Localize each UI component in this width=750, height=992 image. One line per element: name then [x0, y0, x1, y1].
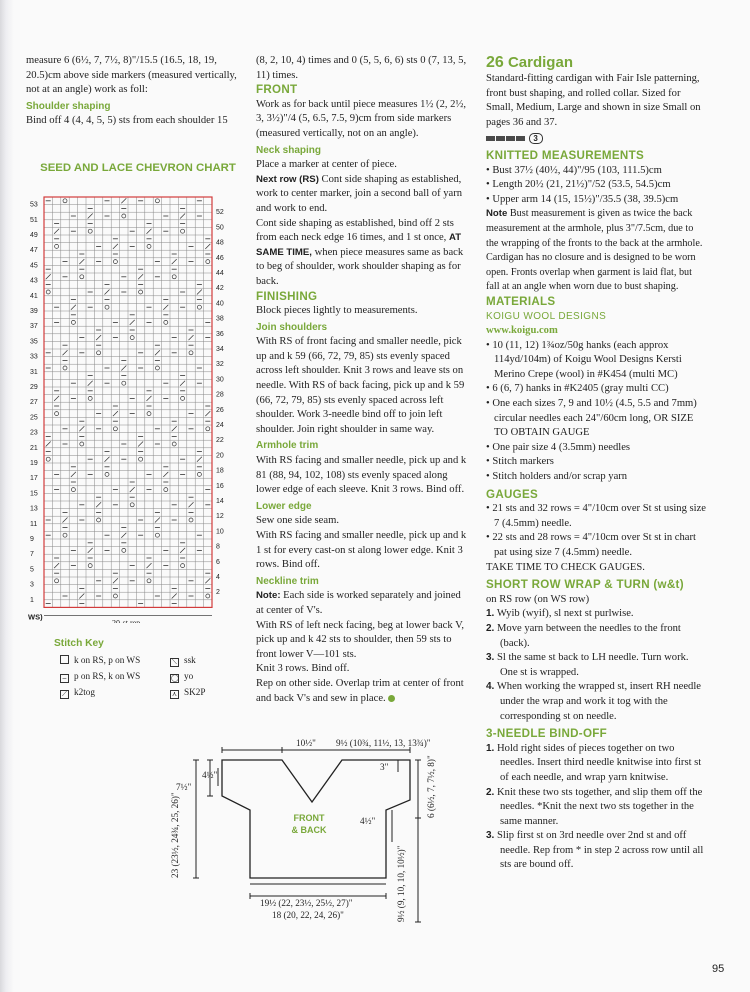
row-label-left: 45 [30, 262, 38, 270]
dim-hem-1: 19½ (22, 23½, 25½, 27)" [260, 898, 353, 908]
neckline-text-2: Knit 3 rows. Bind off. [256, 663, 350, 675]
lower-edge-heading: Lower edge [256, 500, 312, 512]
rep-label: 20-st rep [112, 618, 141, 623]
neckline-text-1: With RS of left neck facing, beg at lower back V, pick up and k 42 sts to shoulder, then 59 sts to front lower V—101 sts. [256, 619, 465, 660]
ssk-symbol-icon: ⟍ [170, 658, 179, 667]
row-label-left: 25 [30, 414, 38, 422]
finishing-text: Block pieces lightly to measurements. [256, 305, 418, 317]
row-label-left: 19 [30, 460, 38, 467]
at-same-time-label: AT SAME TIME, [256, 232, 462, 258]
dim-neck-depth: 3" [380, 762, 389, 772]
row-label-right: 6 [216, 558, 220, 566]
row-label-left: 23 [30, 429, 38, 437]
list-item: • Upper arm 14 (15, 15½)"/35.5 (38, 39.5)cm [486, 193, 679, 205]
row-label-left: 21 [30, 444, 38, 452]
row-label-right: 48 [216, 239, 224, 247]
knit-symbol-icon [60, 655, 69, 664]
list-item: • One pair size 4 (3.5mm) needles [486, 441, 631, 453]
neckline-text-3: Rep on other side. Overlap trim at center of front and back V's and sew in place. [256, 677, 464, 704]
join-shoulders-text: With RS of front facing and smaller needle, pick up and k 59 (66, 72, 79, 85) sts evenly spaced across left shoulder. Knit 3 rows and leave sts on needle. With RS of back facing, pick up and k 59 (66, 72, 79, 85) sts evenly spaced across left shoulder. Work 3-needle bind off to join left shoulder. Join right shoulder in same way. [256, 336, 465, 435]
dim-hem-2: 18 (20, 22, 24, 26)" [272, 910, 344, 920]
pattern-intro: Standard-fitting cardigan with Fair Isle patterning, front bust shaping, and rolled collar. Sized for Small, Medium, Large and shown in size Small on pages 36 and 37. [486, 73, 701, 128]
row-label-left: 5 [30, 566, 34, 574]
measurements-note: Note Bust measurement is given as twice the back measurement at the armhole, plus 3"/7.5cm, due to the wrapping of the fronts to the back at the armhole. Cardigan has no closure and is designed to be worn open. Fronts overlap when garment is laid flat, but fall at an angle when worn due to bust shaping. [486, 208, 703, 293]
shoulder-shaping-heading: Shoulder shaping [26, 100, 111, 112]
row-label-right: 32 [216, 361, 224, 369]
list-item: 3. Slip first st on 3rd needle over 2nd st and off needle. Rep from * in step 2 across row until all sts are bound off. [486, 830, 704, 871]
gauges-heading: GAUGES [486, 487, 539, 501]
row-label-left: 27 [30, 399, 38, 407]
schematic-diagram [160, 738, 460, 928]
column-right [486, 54, 708, 873]
list-item: • Stitch markers [486, 456, 554, 468]
list-item: 2. Knit these two sts together, and slip them off the needles. *Knit the next two sts together in the same manner. [486, 786, 703, 827]
list-item: 2. Move yarn between the needles to the front (back). [486, 622, 681, 649]
chart-grid [28, 193, 256, 623]
row-label-right: 28 [216, 391, 224, 399]
key-item-purl: – p on RS, k on WS [60, 670, 140, 683]
row-label-right: 4 [216, 574, 220, 581]
gauges-list [486, 502, 708, 560]
column-middle [256, 54, 470, 706]
armhole-trim-text: With RS facing and smaller needle, pick up and k 81 (88, 94, 102, 108) sts evenly spaced along lower edge of each sleeve. Knit 3 rows. Bind off. [256, 455, 467, 496]
row-label-left: 3 [30, 581, 34, 589]
chart-title: SEED AND LACE CHEVRON CHART [40, 162, 236, 174]
dim-side: 4½" [360, 816, 376, 826]
row-label-left: 11 [30, 520, 38, 528]
bind-off-heading: 3-NEEDLE BIND-OFF [486, 727, 608, 741]
row-label-left: 35 [30, 338, 38, 346]
front-back-label: FRONT & BACK [291, 813, 327, 835]
row-label-left: 39 [30, 308, 38, 315]
dim-top-1: 10½" [296, 738, 316, 748]
neck-text-1: Place a marker at center of piece. [256, 159, 397, 171]
row-label-left: 29 [30, 384, 38, 391]
dim-length: 23 (23½, 24¾, 25, 26)" [170, 792, 180, 878]
dim-armhole: 6 (6½, 7, 7½, 8)" [426, 755, 436, 818]
next-row-para: Next row (RS) Cont side shaping as established, work to center marker, join a second ball of yarn and work to end. [256, 173, 463, 214]
row-label-right: 14 [216, 498, 224, 505]
list-item: • 6 (6, 7) hanks in #K2405 (gray multi CC) [486, 383, 669, 395]
neckline-note: Note: Each side is worked separately and joined at center of V's. [256, 590, 461, 616]
list-item: • Stitch holders and/or scrap yarn [486, 471, 628, 483]
list-item: 4. When working the wrapped st, insert RH needle under the wrap and work it tog with the corresponding st on needle. [486, 681, 701, 722]
key-item-sk2p: ⋏ SK2P [171, 687, 206, 698]
neckline-trim-heading: Neckline trim [256, 575, 319, 587]
join-shoulders-heading: Join shoulders [256, 321, 328, 333]
k2tog-symbol-icon: ⟋ [60, 690, 69, 699]
key-item-yo: ◯ yo [171, 671, 194, 682]
front-text: Work as for back until piece measures 1½ (2, 2½, 3, 3½)"/4 (5, 6.5, 7.5, 9)cm from side markers (measured vertically, not on an angle). [256, 98, 467, 139]
row-label-right: 10 [216, 528, 224, 536]
armhole-trim-heading: Armhole trim [256, 440, 319, 452]
dim-sleeve-depth: 7½" [176, 782, 192, 792]
row-label-right: 30 [216, 376, 224, 384]
lace-chart [28, 193, 256, 628]
wrap-turn-steps [486, 607, 708, 724]
row-label-right: 20 [216, 452, 224, 460]
row-label-left: 17 [30, 475, 38, 483]
key-item-ssk: ⟍ ssk [170, 654, 196, 667]
row-label-left: 47 [30, 247, 38, 255]
row-label-right: 22 [216, 437, 224, 445]
end-dot-icon [388, 695, 395, 702]
row-label-left: 43 [30, 277, 38, 285]
row-label-right: 38 [216, 315, 224, 323]
list-item: 1. Hold right sides of pieces together on two needles. Insert third needle knitwise into first st of each needle, and wrap yarn knitwise. [486, 742, 702, 783]
sk2p-symbol-icon: ⋏ [171, 691, 178, 698]
row-label-left: 7 [30, 551, 34, 559]
dim-sleeve-inner: 4½" [202, 770, 218, 780]
wrap-turn-heading: SHORT ROW WRAP & TURN (w&t) [486, 578, 684, 592]
row-label-right: 52 [216, 209, 224, 217]
materials-heading: MATERIALS [486, 294, 556, 308]
row-label-right: 26 [216, 406, 224, 414]
purl-symbol-icon: – [60, 674, 69, 683]
shoulder-shaping-text: Bind off 4 (4, 4, 5, 5) sts from each shoulder 15 [26, 115, 228, 127]
finishing-heading: FINISHING [256, 289, 318, 303]
list-item: • 10 (11, 12) 1¾oz/50g hanks (each approx 114yd/104m) of Koigu Wool Designs Kersti Merino Crepe (wool) in #K454 (multi MC) [486, 339, 682, 380]
list-item: 3. Sl the same st back to LH needle. Turn work. One st is wrapped. [486, 652, 689, 678]
ws-label: WS) [28, 612, 43, 622]
materials-list [486, 339, 708, 485]
row-label-left: 1 [30, 596, 34, 604]
row-label-right: 12 [216, 513, 224, 521]
wrap-turn-sub: on RS row (on WS row) [486, 593, 590, 605]
list-item: • 21 sts and 32 rows = 4"/10cm over St st using size 7 (4.5mm) needle. [486, 503, 706, 529]
list-item: • 22 sts and 28 rows = 4"/10cm over St st in chart pat using size 7 (4.5mm) needle. [486, 532, 696, 558]
list-item: • One each sizes 7, 9 and 10½ (4.5, 5.5 and 7mm) circular needles each 24"/60cm long, OR SIZE TO OBTAIN GAUGE [486, 398, 697, 439]
row-label-left: 13 [30, 505, 38, 513]
measurements-list [486, 164, 708, 208]
row-label-right: 46 [216, 254, 224, 262]
back-continuation: (8, 2, 10, 4) times and 0 (5, 5, 6, 6) sts 0 (7, 13, 5, 11) times. [256, 55, 467, 81]
front-heading: FRONT [256, 83, 298, 97]
neck-text-2: Cont side shaping as established, bind off 2 sts from each neck edge 16 times, and 1 st once, AT SAME TIME, when piece measures same as back to beg of shoulder, work shoulder shaping as for back. [256, 217, 464, 287]
key-item-k2tog: ⟋ k2tog [60, 686, 95, 699]
row-label-left: 9 [30, 536, 34, 543]
row-label-right: 2 [216, 589, 220, 597]
measurements-heading: KNITTED MEASUREMENTS [486, 148, 645, 162]
row-label-left: 15 [30, 490, 38, 498]
row-label-left: 31 [30, 368, 38, 376]
note-label: Note: [256, 590, 281, 602]
pattern-title: 26 Cardigan [486, 54, 573, 71]
row-label-left: 41 [30, 292, 38, 300]
dim-body-length: 9½ (9, 10, 10, 10½)" [396, 845, 406, 922]
bind-off-steps [486, 742, 708, 873]
row-label-right: 18 [216, 467, 224, 475]
key-item-knit: k on RS, p on WS [60, 654, 140, 666]
row-label-left: 49 [30, 232, 38, 239]
row-label-right: 42 [216, 285, 224, 293]
page-number: 95 [712, 963, 725, 975]
row-label-left: 37 [30, 323, 38, 331]
row-label-right: 24 [216, 422, 224, 429]
lower-edge-text: Sew one side seam. With RS facing and smaller needle, pick up and k 1 st for every cast-on st along lower edge. Knit 3 rows. Bind off. [256, 515, 467, 571]
stitch-key-title: Stitch Key [54, 638, 104, 649]
row-label-right: 34 [216, 346, 224, 353]
row-label-right: 40 [216, 300, 224, 308]
list-item: 1. Wyib (wyif), sl next st purlwise. [486, 608, 634, 620]
next-row-label: Next row (RS) [256, 173, 319, 185]
row-label-right: 8 [216, 543, 220, 551]
row-label-left: 53 [30, 201, 38, 209]
column-left [26, 54, 242, 129]
pattern-number: 26 [486, 54, 504, 71]
row-label-right: 16 [216, 482, 224, 490]
intro-text: measure 6 (6½, 7, 7½, 8)"/15.5 (16.5, 18, 19, 20.5)cm above side markers (measured vertically, not at an angle) work as foll: [26, 55, 237, 96]
yo-symbol-icon: ◯ [171, 675, 179, 682]
dim-top-2: 9½ (10¾, 11½, 13, 13¾)" [336, 738, 431, 748]
row-label-left: 33 [30, 353, 38, 361]
gauge-check: TAKE TIME TO CHECK GAUGES. [486, 561, 645, 573]
row-label-right: 36 [216, 330, 224, 338]
stitch-key [54, 638, 244, 698]
list-item: • Bust 37½ (40½, 44)"/95 (103, 111.5)cm [486, 164, 662, 176]
neck-shaping-heading: Neck shaping [256, 144, 322, 156]
row-label-right: 44 [216, 270, 224, 277]
row-label-right: 50 [216, 224, 224, 232]
row-label-left: 51 [30, 216, 38, 224]
skill-level-indicator [486, 132, 543, 147]
yarn-website: www.koigu.com [486, 325, 558, 337]
list-item: • Length 20½ (21, 21½)"/52 (53.5, 54.5)cm [486, 179, 671, 191]
skill-badge-icon: 3 [529, 133, 543, 144]
yarn-brand: KOIGU WOOL DESIGNS [486, 310, 607, 322]
